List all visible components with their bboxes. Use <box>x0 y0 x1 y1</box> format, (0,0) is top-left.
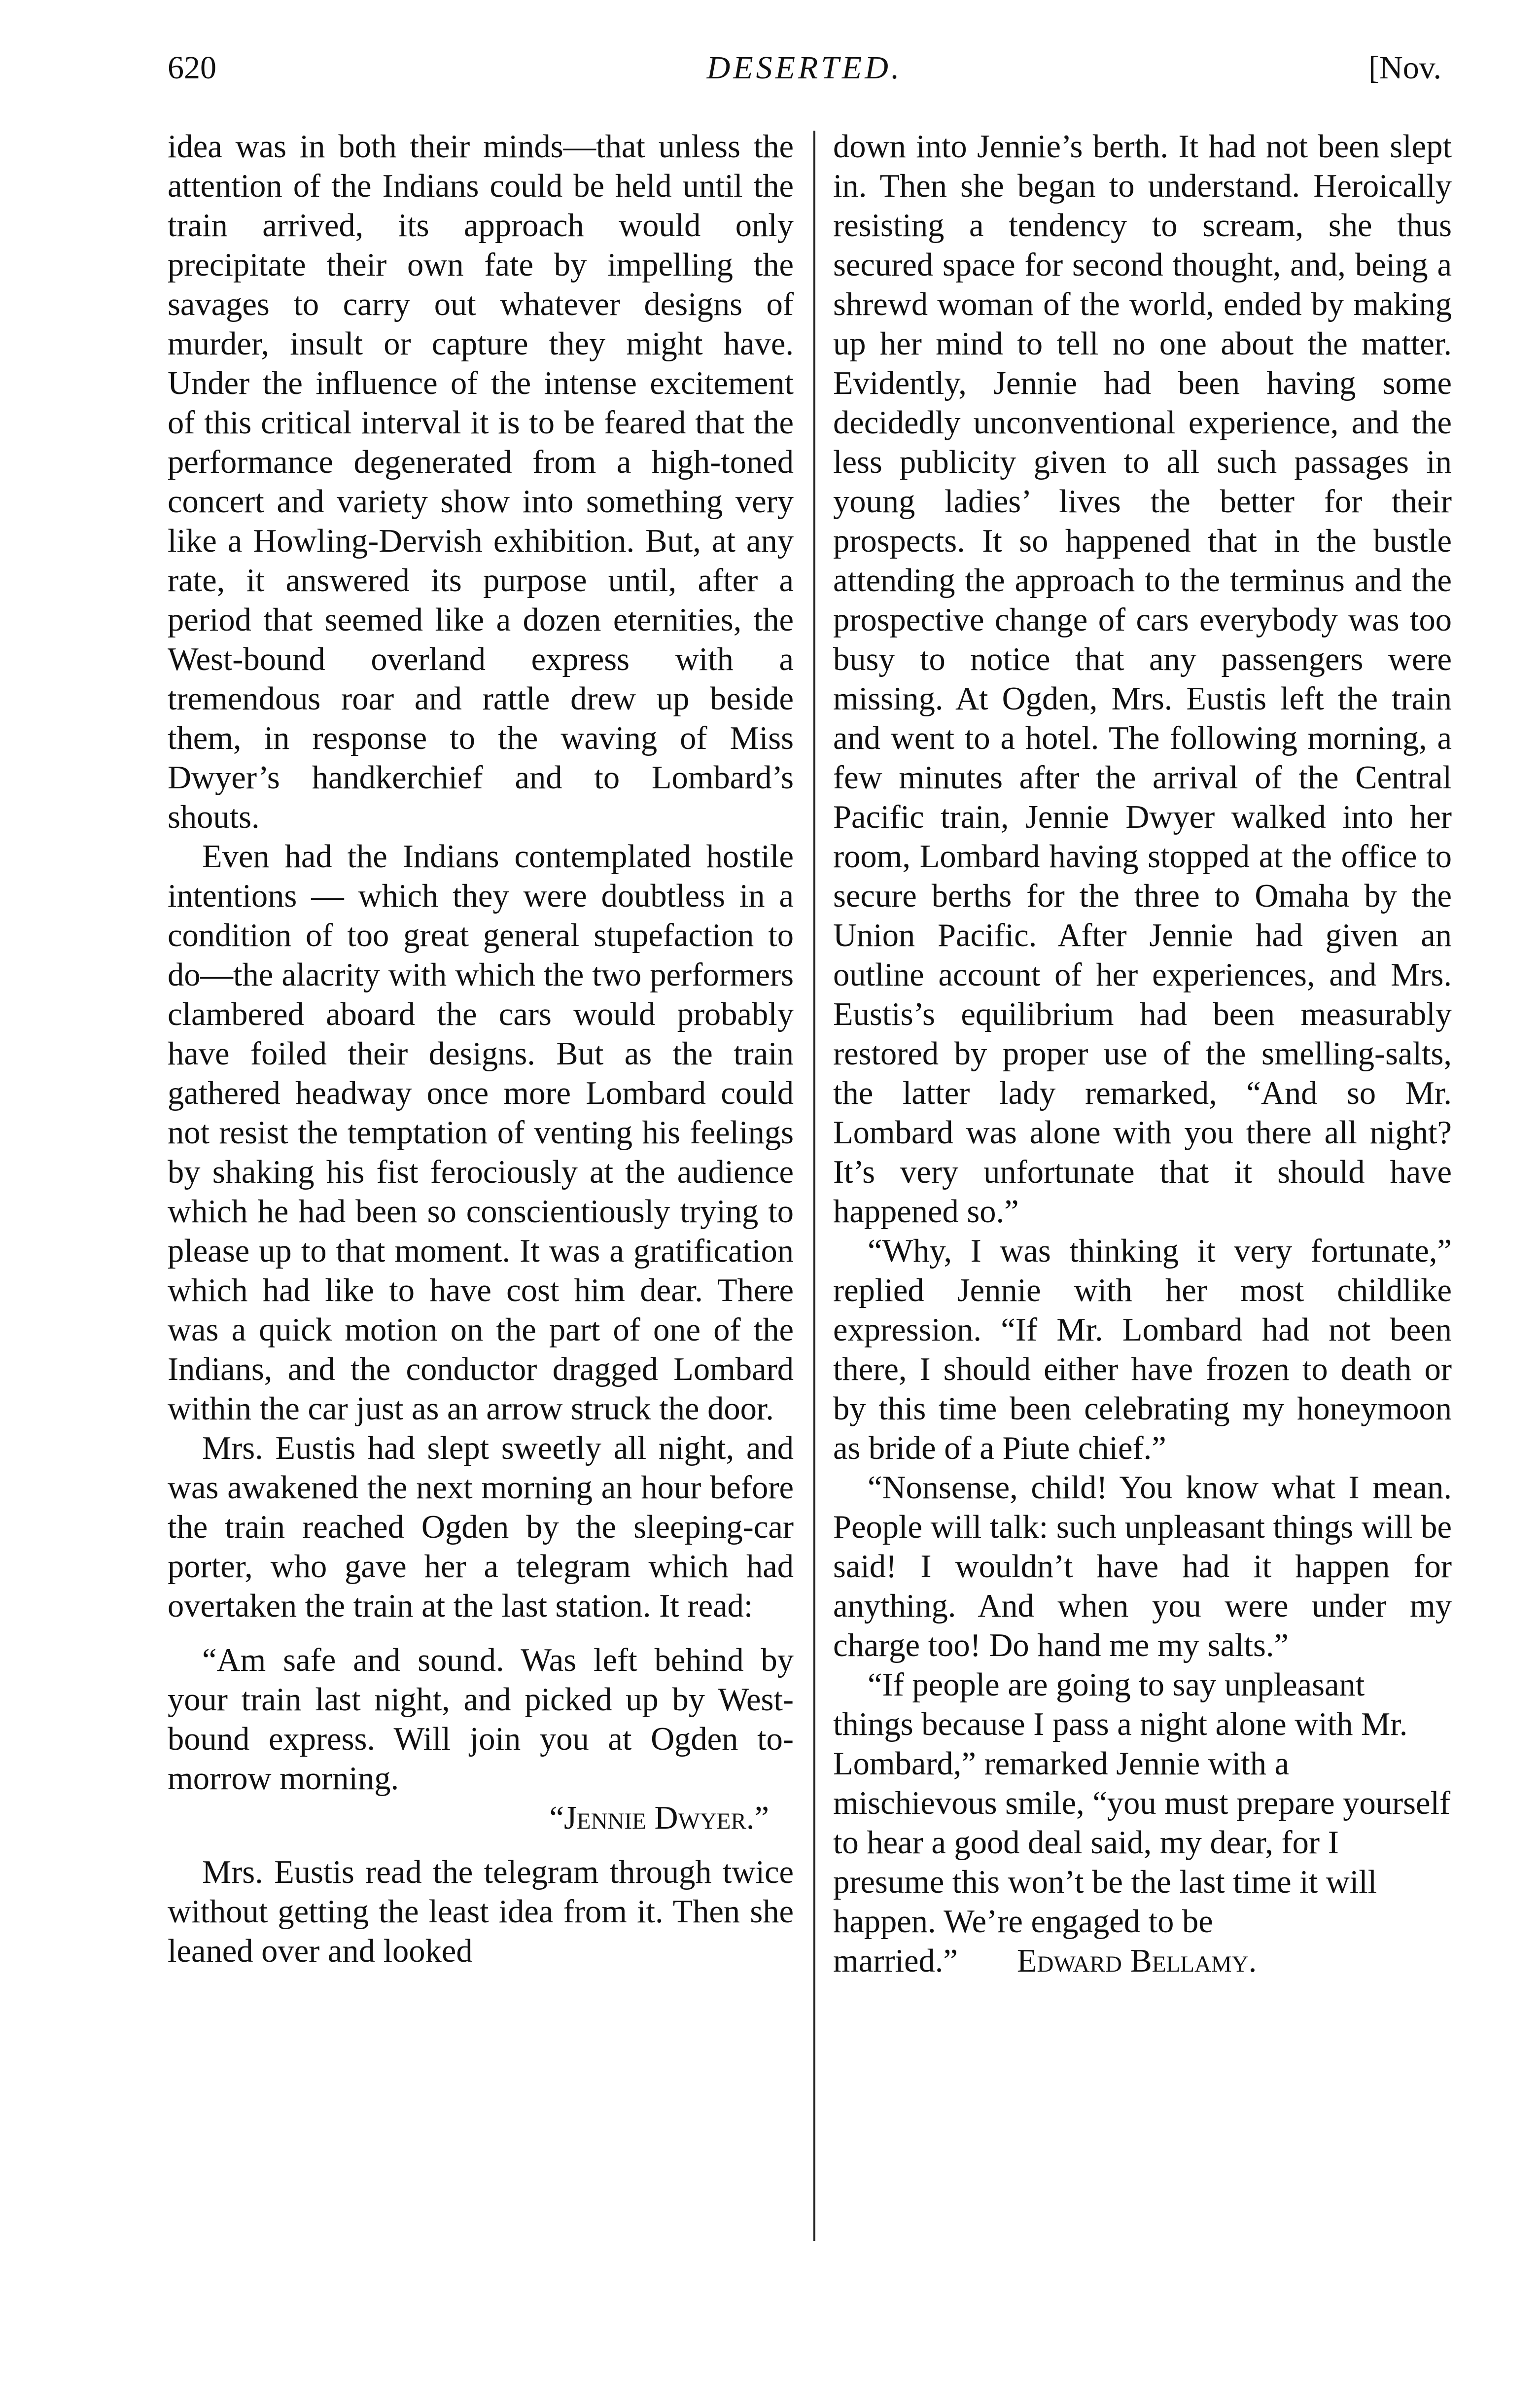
running-title: DESERTED. <box>706 50 903 86</box>
paragraph: Mrs. Eustis had slept sweetly all night, and was awakened the next morning an hour before the train reached Ogden by the sleeping-car porter, who gave her a telegram which had overtaken the train at the last station. It read: <box>168 1430 794 1624</box>
telegram-quote <box>168 1641 794 1838</box>
paragraph: Even had the Indians contemplated hostile intentions — which they were doubtless in a condition of too great general stupefaction to do—the alacrity with which the two performers clambered aboard the cars would probably have foiled their designs. But as the train gathered headway once more Lombard could not resist the temptation of venting his feelings by shaking his fist ferociously at the audience which he had been so conscientiously trying to please up to that moment. It was a gratification which had like to have cost him dear. There was a quick motion on the part of one of the Indians, and the conductor dragged Lombard within the car just as an arrow struck the door. <box>168 839 794 1427</box>
final-paragraph <box>833 1665 1452 1981</box>
paragraph-text: “If people are going to say unpleasant things because I pass a night alone with Mr. Lombard,” remarked Jennie with a mischievous smile, “you must prepare yourself to hear a good deal said, my dear, for I presume this won’t be the last time it will happen. We’re engaged to be married.” <box>833 1667 1451 1979</box>
author-signature: Edward Bellamy. <box>1016 1943 1257 1979</box>
paragraph: Mrs. Eustis read the telegram through twice without getting the least idea from it. Then she leaned over and looked <box>168 1854 794 1969</box>
paragraph: down into Jennie’s berth. It had not been slept in. Then she began to understand. Heroically resisting a tendency to scream, she thus secured space for second thought, and, being a shrewd woman of the world, ended by making up her mind to tell no one about the matter. Evidently, Jennie had been having some decidedly unconventional experience, and the less publicity given to all such passages in young ladies’ lives the better for their prospects. It so happened that in the bustle attending the approach to the terminus and the prospective change of cars everybody was too busy to notice that any passengers were missing. At Ogden, Mrs. Eustis left the train and went to a hotel. The following morning, a few minutes after the arrival of the Central Pacific train, Jennie Dwyer walked into her room, Lombard having stopped at the office to secure berths for the three to Omaha by the Union Pacific. After Jennie had given an outline account of her experiences, and Mrs. Eustis’s equilibrium had been measurably restored by proper use of the smelling-salts, the latter lady remarked, “And so Mr. Lombard was alone with you there all night? It’s very unfortunate that it should have happened so.” <box>833 129 1452 1230</box>
page-header <box>168 49 1441 108</box>
telegram-signature: “Jennie Dwyer.” <box>549 1800 769 1836</box>
paragraph: idea was in both their minds—that unless the attention of the Indians could be held until the train arrived, its approach would only precipitate their own fate by impelling the savages to carry out whatever designs of murder, insult or capture they might have. Under the influence of the intense excitement of this critical interval it is to be feared that the performance degenerated from a high-toned concert and variety show into something very like a Howling-Dervish exhibition. But, at any rate, it answered its purpose until, after a period that seemed like a dozen eternities, the West-bound overland express with a tremendous roar and rattle drew up beside them, in response to the waving of Miss Dwyer’s handkerchief and to Lombard’s shouts. <box>168 129 794 835</box>
right-column <box>833 127 1452 1981</box>
left-column <box>168 127 794 1971</box>
issue-month: [Nov. <box>1368 50 1441 86</box>
telegram-text: “Am safe and sound. Was left behind by your train last night, and picked up by West-bound express. Will join you at Ogden to-morrow morning. <box>168 1642 794 1797</box>
paragraph: “Why, I was thinking it very fortunate,” replied Jennie with her most childlike expression. “If Mr. Lombard had not been there, I should either have frozen to death or by this time been celebrating my honeymoon as bride of a Piute chief.” <box>833 1233 1452 1466</box>
page-number: 620 <box>168 50 216 86</box>
column-divider <box>813 131 815 2241</box>
paragraph: “Nonsense, child! You know what I mean. People will talk: such unpleasant things will be said! I wouldn’t have had it happen for anything. And when you were under my charge too! Do hand me my salts.” <box>833 1470 1452 1663</box>
